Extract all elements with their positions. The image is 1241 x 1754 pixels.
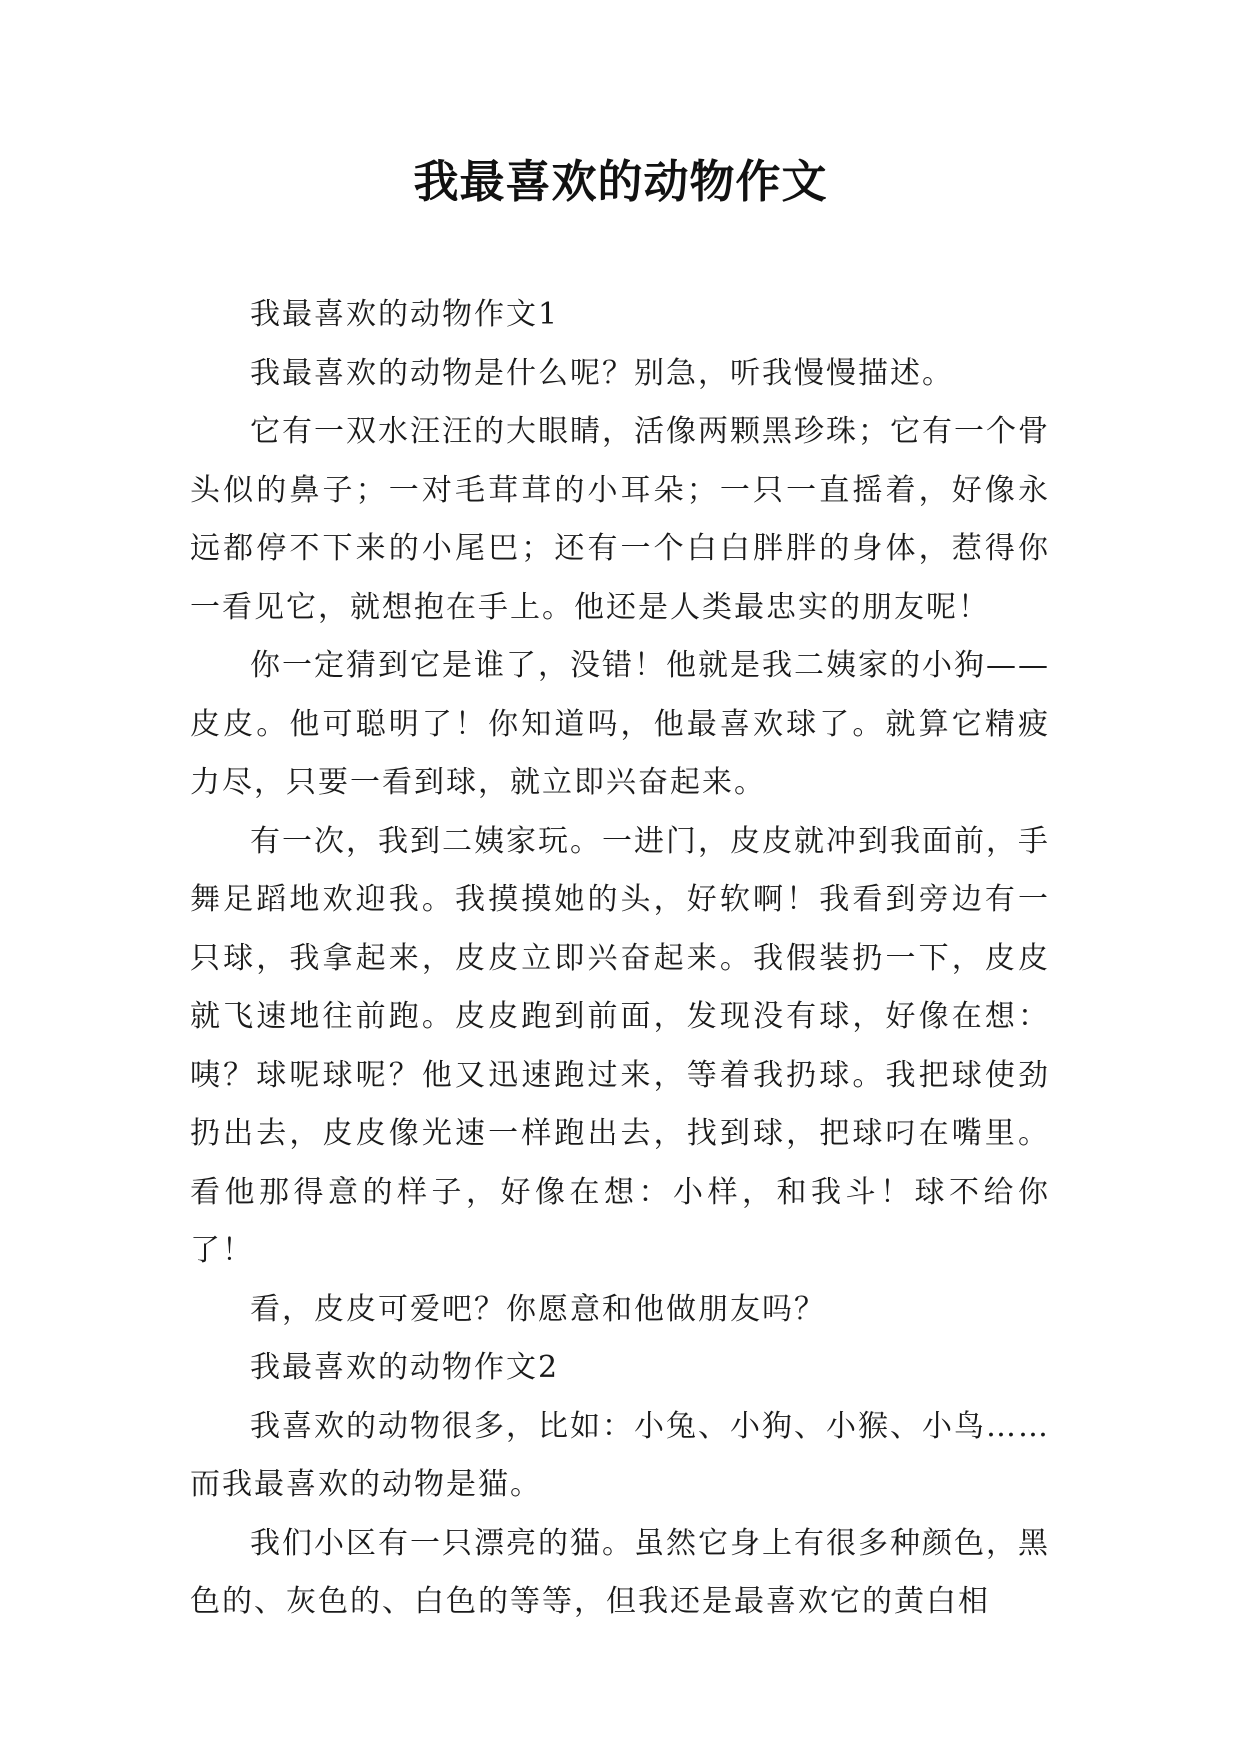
paragraph: 我最喜欢的动物是什么呢？别急，听我慢慢描述。 — [250, 355, 954, 391]
paragraph: 我喜欢的动物很多，比如：小兔、小狗、小猴、小鸟……而我最喜欢的动物是猫。 — [190, 1408, 1050, 1502]
section-heading-1: 我最喜欢的动物作文1 — [250, 297, 560, 332]
paragraph: 有一次，我到二姨家玩。一进门，皮皮就冲到我面前，手舞足蹈地欢迎我。我摸摸她的头，好软啊！我看到旁边有一只球，我拿起来，皮皮立即兴奋起来。我假装扔一下，皮皮就飞速地往前跑。皮皮跑到前面，发现没有球，好像在想：咦？球呢球呢？他又迅速跑过来，等着我扔球。我把球使劲扔出去，皮皮像光速一样跑出去，找到球，把球叼在嘴里。看他那得意的样子，好像在想：小样，和我斗！球不给你了！ — [190, 823, 1050, 1268]
document-body — [190, 286, 1050, 1632]
paragraph: 你一定猜到它是谁了，没错！他就是我二姨家的小狗——皮皮。他可聪明了！你知道吗，他最喜欢球了。就算它精疲力尽，只要一看到球，就立即兴奋起来。 — [190, 648, 1050, 800]
paragraph: 看，皮皮可爱吧？你愿意和他做朋友吗？ — [250, 1291, 826, 1327]
paragraph: 我们小区有一只漂亮的猫。虽然它身上有很多种颜色，黑色的、灰色的、白色的等等，但我还是最喜欢它的黄白相 — [190, 1525, 1050, 1619]
document-title: 我最喜欢的动物作文 — [413, 155, 828, 208]
paragraph: 它有一双水汪汪的大眼睛，活像两颗黑珍珠；它有一个骨头似的鼻子；一对毛茸茸的小耳朵；一只一直摇着，好像永远都停不下来的小尾巴；还有一个白白胖胖的身体，惹得你一看见它，就想抱在手上。他还是人类最忠实的朋友呢！ — [190, 414, 1050, 625]
section-heading-2: 我最喜欢的动物作文2 — [250, 1350, 560, 1385]
